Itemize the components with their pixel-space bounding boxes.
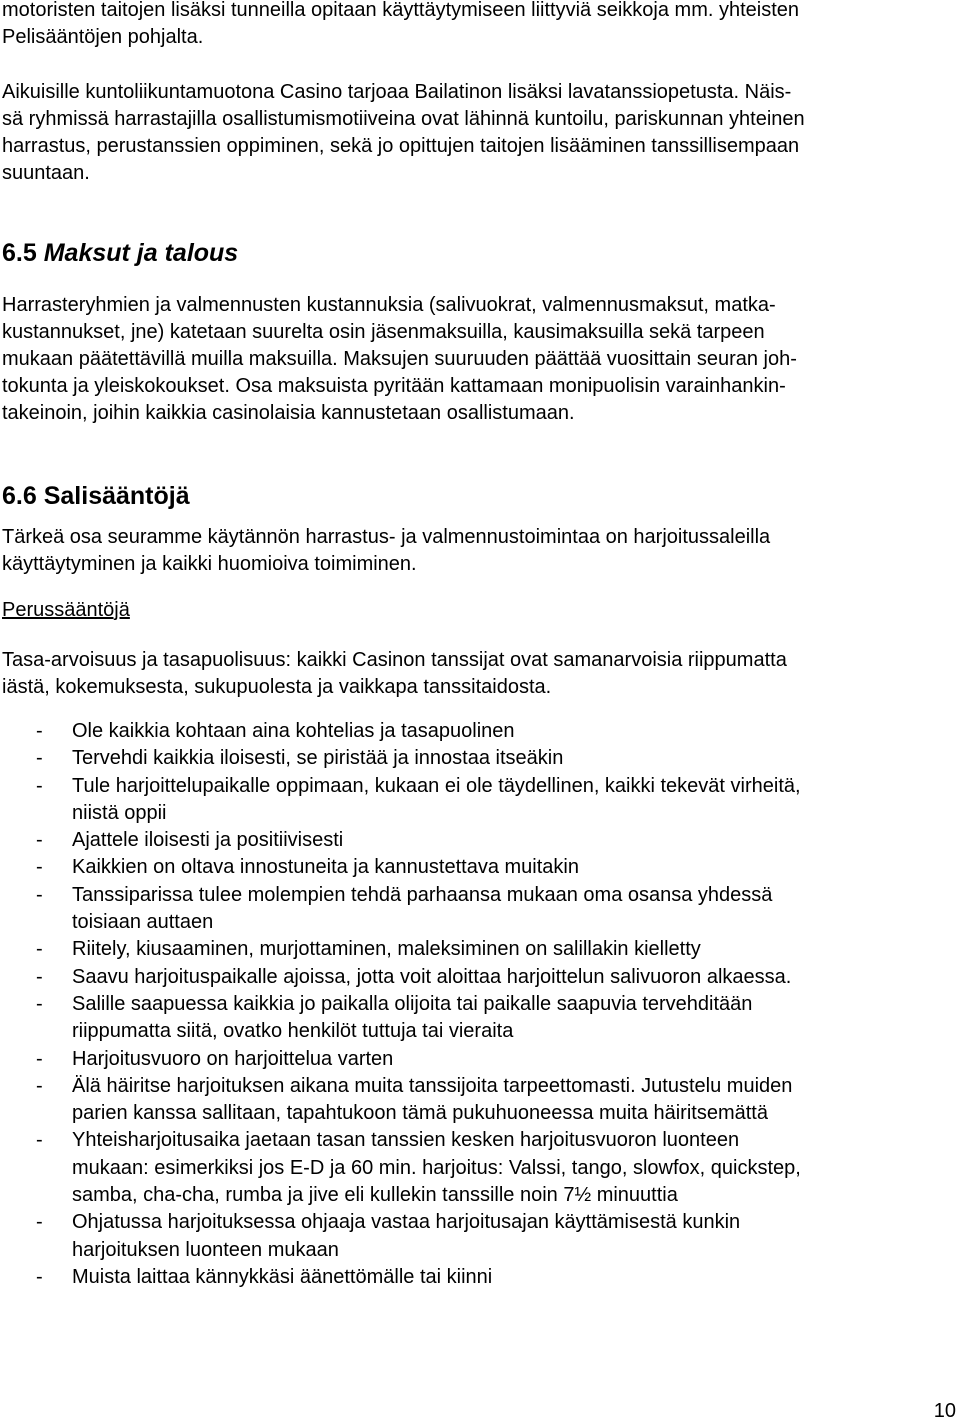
dash-marker: - — [36, 829, 43, 852]
dash-marker: - — [36, 1129, 43, 1152]
rule-text: Salille saapuessa kaikkia jo paikalla olijoita tai paikalle saapuvia tervehditään — [72, 992, 753, 1015]
rule-text: Tule harjoittelupaikalle oppimaan, kukaan ei ole täydellinen, kaikki tekevät virheitä, — [72, 774, 801, 797]
rule-text-continuation: samba, cha-cha, rumba ja jive eli kullekin tanssille noin 7½ minuuttia — [72, 1184, 678, 1207]
basic-rules-line: iästä, kokemuksesta, sukupuolesta ja vaikkapa tanssitaidosta. — [2, 676, 552, 698]
rule-item — [0, 1209, 960, 1264]
adult-paragraph-line: suuntaan. — [2, 162, 90, 184]
rule-text: Harjoitusvuoro on harjoittelua varten — [72, 1047, 394, 1070]
intro-line: Pelisääntöjen pohjalta. — [2, 26, 204, 48]
dash-marker: - — [36, 720, 43, 742]
rule-item — [0, 1127, 960, 1209]
rule-item — [0, 745, 960, 772]
rule-text: Muista laittaa kännykkäsi äänettömälle tai kiinni — [72, 1265, 493, 1288]
section-6-6-line: käyttäytyminen ja kaikki huomioiva toimiminen. — [2, 553, 417, 575]
dash-marker: - — [36, 774, 43, 797]
rule-text-continuation: riippumatta siitä, ovatko henkilöt tuttuja tai vieraita — [72, 1020, 514, 1043]
section-6-6-line: Tärkeä osa seuramme käytännön harrastus- ja valmennustoimintaa on harjoitussaleilla — [2, 526, 771, 548]
dash-marker: - — [36, 992, 43, 1015]
rule-text: Ajattele iloisesti ja positiivisesti — [72, 829, 344, 852]
rule-item — [0, 854, 960, 881]
rule-item — [0, 964, 960, 991]
dash-marker: - — [36, 1265, 43, 1288]
adult-paragraph-line: sä ryhmissä harrastajilla osallistumismotiiveina ovat lähinnä kuntoilu, pariskunnan yhteinen — [2, 108, 805, 130]
rule-text: Kaikkien on oltava innostuneita ja kannustettava muitakin — [72, 856, 579, 879]
basic-rules-line: Tasa-arvoisuus ja tasapuolisuus: kaikki Casinon tanssijat ovat samanarvoisia riippumatta — [2, 649, 787, 671]
rule-text: Tanssiparissa tulee molempien tehdä parhaansa mukaan oma osansa yhdessä — [72, 883, 773, 906]
section-number: 6.5 — [2, 239, 37, 267]
rule-item — [0, 718, 960, 745]
rules-list — [0, 718, 960, 1291]
rule-item — [0, 936, 960, 963]
rule-text: Saavu harjoituspaikalle ajoissa, jotta voit aloittaa harjoittelun salivuoron alkaessa. — [72, 965, 792, 988]
dash-marker: - — [36, 856, 43, 879]
rule-item — [0, 827, 960, 854]
dash-marker: - — [36, 1047, 43, 1070]
rule-text: Ohjatussa harjoituksessa ohjaaja vastaa harjoitusajan käyttämisestä kunkin — [72, 1211, 741, 1234]
rule-text: Tervehdi kaikkia iloisesti, se piristää ja innostaa itseäkin — [72, 747, 564, 770]
dash-marker: - — [36, 1211, 43, 1234]
rule-text: Älä häiritse harjoituksen aikana muita tanssijoita tarpeettomasti. Jutustelu muiden — [72, 1074, 793, 1097]
intro-line: motoristen taitojen lisäksi tunneilla opitaan käyttäytymiseen liittyviä seikkoja mm. yhteisten — [2, 0, 800, 21]
rule-text-continuation: toisiaan auttaen — [72, 911, 214, 934]
rule-item — [0, 1264, 960, 1291]
section-title: Salisääntöjä — [43, 482, 190, 510]
rule-text-continuation: harjoituksen luonteen mukaan — [72, 1238, 339, 1261]
rule-item — [0, 773, 960, 828]
page-number: 10 — [933, 1400, 956, 1422]
section-6-5-line: kustannukset, jne) katetaan suurelta osin jäsenmaksuilla, kausimaksuilla sekä tarpeen — [2, 321, 765, 343]
dash-marker: - — [36, 1074, 43, 1097]
section-6-5-line: mukaan päätettävillä muilla maksuilla. Maksujen suuruuden päättää vuosittain seuran joh- — [2, 348, 797, 370]
section-6-5-line: Harrasteryhmien ja valmennusten kustannuksia (salivuokrat, valmennusmaksut, matka- — [2, 294, 776, 316]
rule-text: Riitely, kiusaaminen, murjottaminen, maleksiminen on salillakin kielletty — [72, 938, 701, 961]
section-title: Maksut ja talous — [43, 239, 239, 267]
adult-paragraph-line: Aikuisille kuntoliikuntamuotona Casino tarjoaa Bailatinon lisäksi lavatanssiopetusta. Näis- — [2, 81, 792, 103]
rule-item — [0, 1073, 960, 1128]
basic-rules-heading: Perussääntöjä — [2, 599, 130, 621]
rule-text: Ole kaikkia kohtaan aina kohtelias ja tasapuolinen — [72, 720, 515, 742]
rule-item — [0, 1046, 960, 1073]
dash-marker: - — [36, 938, 43, 961]
rule-item — [0, 882, 960, 937]
rule-text: Yhteisharjoitusaika jaetaan tasan tanssien kesken harjoitusvuoron luonteen — [72, 1129, 740, 1152]
dash-marker: - — [36, 883, 43, 906]
section-6-5-line: tokunta ja yleiskokoukset. Osa maksuista pyritään kattamaan monipuolisin varainhankin- — [2, 375, 786, 397]
rule-text-continuation: niistä oppii — [72, 801, 167, 824]
section-6-5-line: takeinoin, joihin kaikkia casinolaisia kannustetaan osallistumaan. — [2, 402, 575, 424]
section-heading-6-5 — [2, 238, 238, 268]
rule-text-continuation: parien kanssa sallitaan, tapahtukoon tämä pukuhuoneessa muita häiritsemättä — [72, 1102, 768, 1125]
section-heading-6-6 — [2, 481, 190, 511]
dash-marker: - — [36, 965, 43, 988]
adult-paragraph-line: harrastus, perustanssien oppiminen, sekä jo opittujen taitojen lisääminen tanssillisempaan — [2, 135, 800, 157]
dash-marker: - — [36, 747, 43, 770]
section-number: 6.6 — [2, 482, 37, 510]
rule-item — [0, 991, 960, 1046]
rule-text-continuation: mukaan: esimerkiksi jos E-D ja 60 min. harjoitus: Valssi, tango, slowfox, quickstep, — [72, 1156, 801, 1179]
